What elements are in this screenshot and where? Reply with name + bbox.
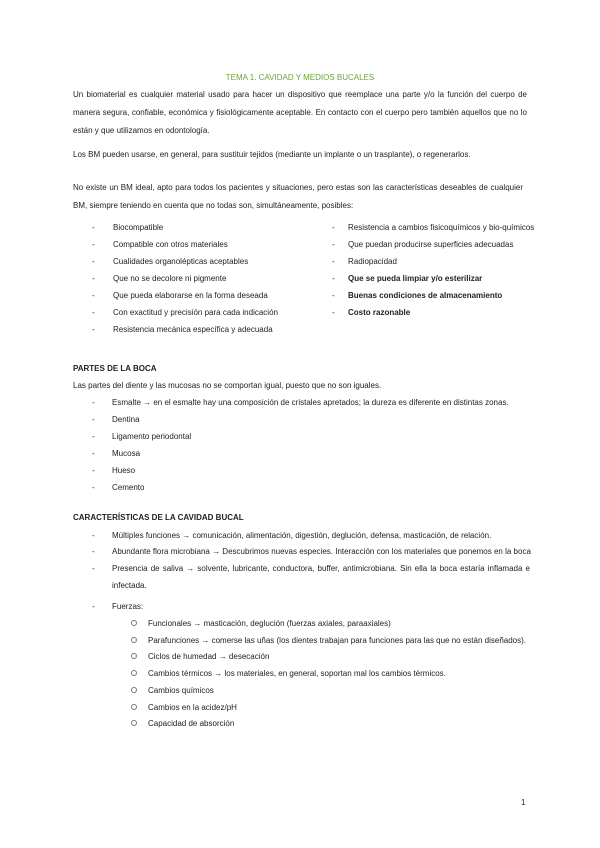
- bullet: -: [92, 415, 95, 424]
- bullet: -: [92, 432, 95, 441]
- list-item: Múltiples funciones → comunicación, alimentación, digestión, deglución, defensa, masticación, de relación.: [112, 531, 492, 540]
- list-item: Cualidades organolépticas aceptables: [113, 257, 249, 266]
- list-item: Esmalte → en el esmalte hay una composición de cristales apretados; la dureza es diferente en distintas zonas.: [112, 398, 509, 407]
- list-item: Que puedan producirse superficies adecuadas: [348, 240, 514, 249]
- intro-paragraph: Un biomaterial es cualquier material usado para hacer un dispositivo que reemplace una parte y/o la función del cuerpo de manera segura, confiable, económica y fisiológicamente aceptable. En contacto con el cuerpo pero también aquellos que no lo están y que utilizamos en odontología.: [73, 90, 527, 135]
- bullet: -: [92, 547, 95, 556]
- list-item: Ligamento periodontal: [112, 432, 192, 441]
- circle-bullet-icon: [131, 635, 137, 647]
- bullet: -: [332, 291, 335, 300]
- list-item: Con exactitud y precisión para cada indicación: [113, 308, 278, 317]
- list-item: Costo razonable: [348, 308, 411, 317]
- sublist-item: Funcionales → masticación, deglución (fuerzas axiales, paraaxiales): [148, 619, 391, 628]
- bullet: -: [92, 291, 95, 300]
- bullet: -: [92, 564, 95, 573]
- sublist-item: Capacidad de absorción: [148, 719, 235, 729]
- bullet: -: [92, 602, 95, 611]
- sublist-item: Ciclos de humedad → desecación: [148, 652, 270, 662]
- bullet: -: [332, 257, 335, 266]
- bullet: -: [332, 308, 335, 317]
- bullet: -: [92, 308, 95, 317]
- list-item: Resistencia mecánica específica y adecuada: [113, 325, 273, 334]
- sublist-item: Parafunciones → comerse las uñas (los dientes trabajan para funciones para las que no están diseñados).: [148, 635, 527, 645]
- list-item: Presencia de saliva → solvente, lubricante, conductora, buffer, antimicrobiana. Sin ella la boca estaría inflamada e infectada.: [112, 564, 530, 590]
- list-item: Que pueda elaborarse en la forma deseada: [113, 291, 268, 300]
- bullet: -: [92, 483, 95, 492]
- sublist-item: Cambios en la acidez/pH: [148, 702, 237, 712]
- bullet: -: [92, 398, 95, 407]
- partes-intro: Las partes del diente y las mucosas no se comportan igual, puesto que no son iguales.: [73, 381, 382, 390]
- sublist-item: Cambios térmicos → los materiales, en general, soportan mal los cambios térmicos.: [148, 669, 446, 679]
- list-item: Dentina: [112, 415, 140, 424]
- list-item: Resistencia a cambios fisicoquímicos y bio-químicos: [348, 223, 535, 232]
- caracteristicas-heading: CARACTERÍSTICAS DE LA CAVIDAD BUCAL: [73, 513, 244, 522]
- list-item: Cemento: [112, 483, 145, 492]
- document-title: TEMA 1. CAVIDAD Y MEDIOS BUCALES: [225, 73, 375, 82]
- bullet: -: [332, 240, 335, 249]
- circle-bullet-icon: [131, 618, 137, 630]
- bm-uses-paragraph: Los BM pueden usarse, en general, para sustituir tejidos (mediante un implante o un trasplante), o regenerarlos.: [73, 150, 471, 159]
- list-item: Biocompatible: [113, 223, 164, 232]
- list-item: Hueso: [112, 466, 136, 475]
- list-item: Mucosa: [112, 449, 141, 458]
- list-item: Compatible con otros materiales: [113, 240, 228, 249]
- fuerzas-label: Fuerzas:: [112, 602, 144, 611]
- sublist-item: Cambios químicos: [148, 685, 214, 695]
- bullet: -: [92, 274, 95, 283]
- bullet: -: [92, 531, 95, 540]
- circle-bullet-icon: [131, 718, 137, 730]
- bullet: -: [92, 257, 95, 266]
- ideal-paragraph: No existe un BM ideal, apto para todos los pacientes y situaciones, pero estas son las características deseables de cualquier BM, siempre teniendo en cuenta que no todas son, simultáneamente, posibles:: [73, 183, 523, 210]
- circle-bullet-icon: [131, 668, 137, 680]
- circle-bullet-icon: [131, 702, 137, 714]
- list-item: Radiopacidad: [348, 257, 397, 266]
- page-number: 1: [521, 798, 526, 807]
- bullet: -: [92, 223, 95, 232]
- bullet: -: [332, 223, 335, 232]
- list-item: Abundante flora microbiana → Descubrimos nuevas especies. Interacción con los materiales que ponemos en la boca: [112, 547, 531, 556]
- bullet: -: [92, 449, 95, 458]
- bullet: -: [332, 274, 335, 283]
- bullet: -: [92, 325, 95, 334]
- list-item: Que no se decolore ni pigmente: [113, 274, 227, 283]
- list-item: Buenas condiciones de almacenamiento: [348, 291, 503, 300]
- bullet: -: [92, 240, 95, 249]
- circle-bullet-icon: [131, 651, 137, 663]
- list-item: Que se pueda limpiar y/o esterilizar: [348, 274, 483, 283]
- bullet: -: [92, 466, 95, 475]
- partes-heading: PARTES DE LA BOCA: [73, 364, 157, 373]
- circle-bullet-icon: [131, 685, 137, 697]
